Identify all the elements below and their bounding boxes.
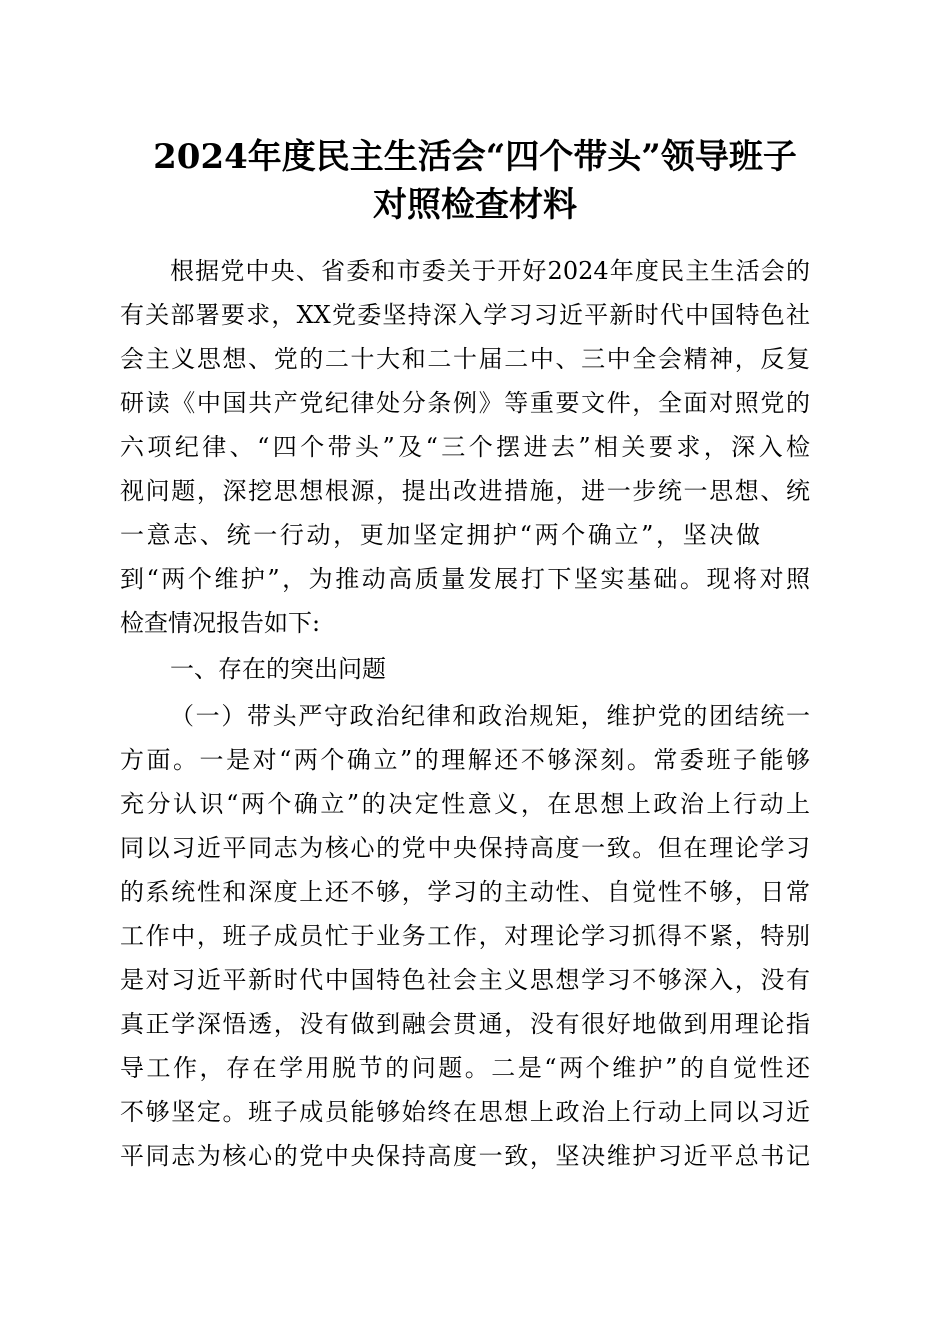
paragraph-line: 真正学深悟透，没有做到融会贯通，没有很好地做到用理论指	[120, 1010, 810, 1038]
paragraph-line: 检查情况报告如下:	[120, 609, 321, 637]
paragraph-line: 会主义思想、党的二十大和二十届二中、三中全会精神，反复	[120, 345, 810, 373]
paragraph-line: 根据党中央、省委和市委关于开好2024年度民主生活会的	[170, 257, 810, 285]
paragraph-line: （一）带头严守政治纪律和政治规矩，维护党的团结统一	[170, 702, 810, 730]
paragraph-line: 导工作，存在学用脱节的问题。二是“两个维护”的自觉性还	[120, 1054, 810, 1082]
paragraph-line: 不够坚定。班子成员能够始终在思想上政治上行动上同以习近	[120, 1098, 810, 1126]
section-heading: 一、存在的突出问题	[170, 655, 386, 683]
document-title-line-1: 2024年度民主生活会“四个带头”领导班子	[153, 137, 797, 177]
paragraph-line: 一意志、统一行动，更加坚定拥护“两个确立”，坚决做	[120, 521, 760, 549]
document-title-line-2: 对照检查材料	[373, 185, 577, 225]
paragraph-line: 平同志为核心的党中央保持高度一致，坚决维护习近平总书记	[120, 1142, 810, 1170]
paragraph-line: 方面。一是对“两个确立”的理解还不够深刻。常委班子能够	[120, 746, 810, 774]
paragraph-line: 充分认识“两个确立”的决定性意义，在思想上政治上行动上	[120, 790, 810, 818]
paragraph-line: 同以习近平同志为核心的党中央保持高度一致。但在理论学习	[120, 834, 810, 862]
paragraph-line: 到“两个维护”，为推动高质量发展打下坚实基础。现将对照	[120, 565, 810, 593]
paragraph-line: 研读《中国共产党纪律处分条例》等重要文件，全面对照党的	[120, 389, 810, 417]
paragraph-line: 是对习近平新时代中国特色社会主义思想学习不够深入，没有	[120, 966, 810, 994]
paragraph-line: 视问题，深挖思想根源，提出改进措施，进一步统一思想、统	[120, 477, 810, 505]
paragraph-line: 六项纪律、“四个带头”及“三个摆进去”相关要求，深入检	[120, 433, 810, 461]
paragraph-line: 的系统性和深度上还不够，学习的主动性、自觉性不够，日常	[120, 878, 810, 906]
paragraph-line: 工作中，班子成员忙于业务工作，对理论学习抓得不紧，特别	[120, 922, 810, 950]
paragraph-line: 有关部署要求，XX党委坚持深入学习习近平新时代中国特色社	[120, 301, 810, 329]
